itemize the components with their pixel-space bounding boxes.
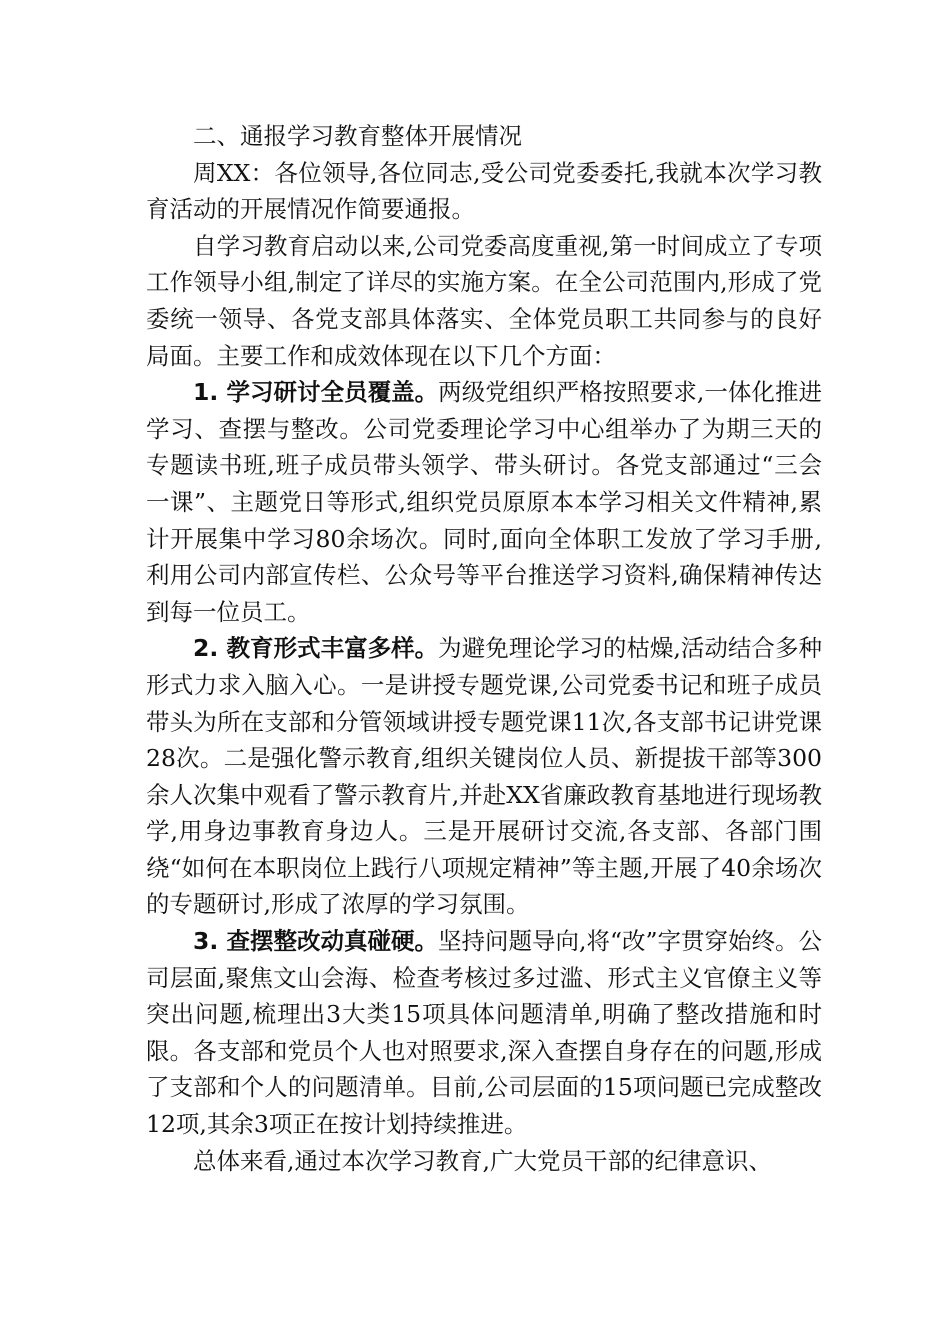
paragraph-item-3	[146, 923, 822, 1143]
paragraph-opening-remarks	[146, 155, 822, 228]
paragraph-lead: 2. 教育形式丰富多样。	[193, 634, 439, 663]
paragraph-lead: 1. 学习研讨全员覆盖。	[193, 378, 439, 407]
paragraph-summary	[146, 1143, 822, 1180]
paragraph-item-1	[146, 374, 822, 630]
document-page	[146, 118, 822, 1179]
section-heading: 二、通报学习教育整体开展情况	[193, 122, 522, 150]
paragraph-text: 坚持问题导向,将“改”字贯穿始终。公司层面,聚焦文山会海、检查考核过多过滥、形式主义官僚主义等突出问题,梳理出3大类15项具体问题清单,明确了整改措施和时限。各支部和党员个人也对照要求,深入查摆自身存在的问题,形成了支部和个人的问题清单。目前,公司层面的15项问题已完成整改12项,其余3项正在按计划持续推进。	[146, 927, 823, 1139]
paragraph-lead: 3. 查摆整改动真碰硬。	[193, 927, 438, 956]
paragraph-text: 两级党组织严格按照要求,一体化推进学习、查摆与整改。公司党委理论学习中心组举办了为期三天的专题读书班,班子成员带头领学、带头研讨。各党支部通过“三会一课”、主题党日等形式,组织党员原原本本学习相关文件精神,累计开展集中学习80余场次。同时,面向全体职工发放了学习手册,利用公司内部宣传栏、公众号等平台推送学习资料,确保精神传达到每一位员工。	[146, 378, 822, 626]
paragraph-text: 为避免理论学习的枯燥,活动结合多种形式力求入脑入心。一是讲授专题党课,公司党委书记和班子成员带头为所在支部和分管领域讲授专题党课11次,各支部书记讲党课28次。二是强化警示教育,组织关键岗位人员、新提拔干部等300余人次集中观看了警示教育片,并赴XX省廉政教育基地进行现场教学,用身边事教育身边人。三是开展研讨交流,各支部、各部门围绕“如何在本职岗位上践行八项规定精神”等主题,开展了40余场次的专题研讨,形成了浓厚的学习氛围。	[146, 634, 822, 919]
paragraph-text: 周XX：各位领导,各位同志,受公司党委委托,我就本次学习教育活动的开展情况作简要通报。	[146, 158, 822, 224]
paragraph-overview	[146, 228, 822, 374]
paragraph-text: 总体来看,通过本次学习教育,广大党员干部的纪律意识、	[193, 1146, 772, 1175]
paragraph-text: 自学习教育启动以来,公司党委高度重视,第一时间成立了专项工作领导小组,制定了详尽的实施方案。在全公司范围内,形成了党委统一领导、各党支部具体落实、全体党员职工共同参与的良好局面。主要工作和成效体现在以下几个方面：	[146, 231, 822, 370]
paragraph-item-2	[146, 630, 822, 923]
